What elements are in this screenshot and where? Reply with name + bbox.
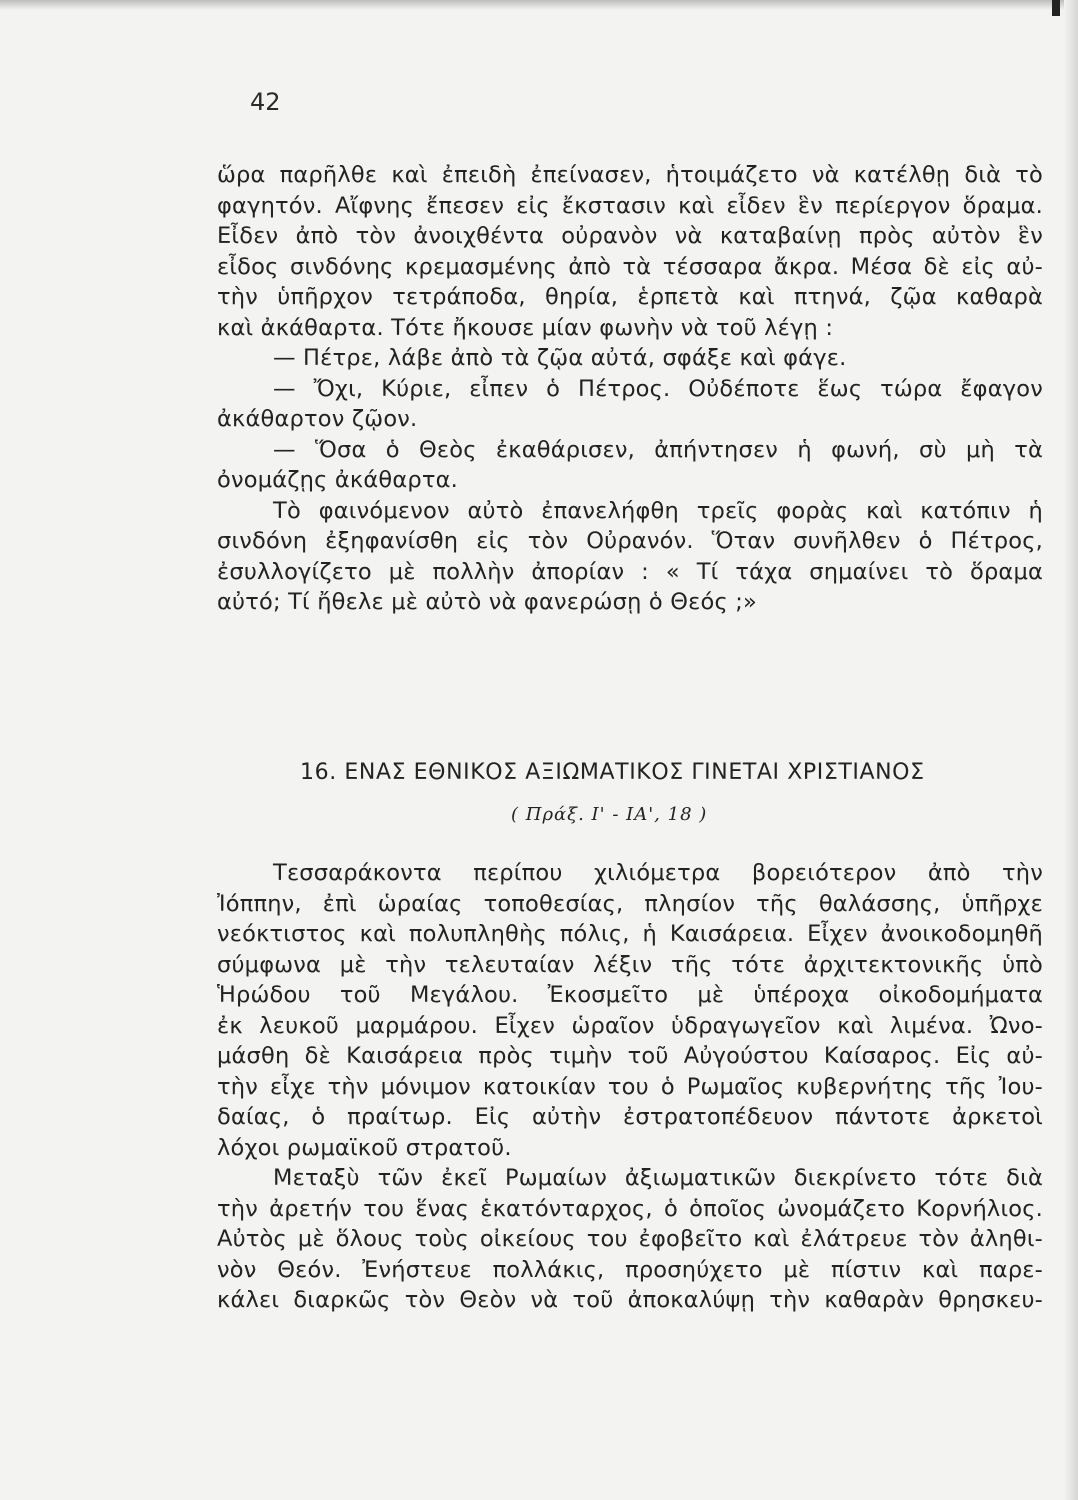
text-line: σινδόνη ἐξηφανίσθη εἰς τὸν Οὐρανόν. Ὅταν συνῆλθεν ὁ Πέτρος, (217, 528, 1043, 554)
text-line: ὀνομάζῃς ἀκάθαρτα. (217, 467, 459, 493)
text-line: φαγητόν. Αἴφνης ἔπεσεν εἰς ἔκστασιν καὶ εἶδεν ἓν περίεργον ὅραμα. (217, 192, 1043, 219)
text-line: λόχοι ρωμαϊκοῦ στρατοῦ. (217, 1134, 512, 1161)
text-line: ἐκ λευκοῦ μαρμάρου. Εἶχεν ὡραῖον ὑδραγωγεῖον καὶ λιμένα. Ὠνο- (217, 1012, 1043, 1039)
text-line: τὴν εἶχε τὴν μόνιμον κατοικίαν του ὁ Ρωμαῖος κυβερνήτης τῆς Ἰου- (217, 1073, 1043, 1100)
dialogue-line: — Πέτρε, λάβε ἀπὸ τὰ ζῷα αὐτά, σφάξε καὶ φάγε. (273, 345, 847, 371)
text-line: Ἰόππην, ἐπὶ ὡραίας τοποθεσίας, πλησίον τῆς θαλάσσης, ὑπῆρχε (217, 890, 1043, 917)
text-line: κάλει διαρκῶς τὸν Θεὸν νὰ τοῦ ἀποκαλύψῃ τὴν καθαρὰν θρησκευ- (217, 1287, 1043, 1313)
text-line: Αὐτὸς μὲ ὅλους τοὺς οἰκείους του ἐφοβεῖτο καὶ ἐλάτρευε τὸν ἀληθι- (217, 1226, 1043, 1252)
text-line: ὥρα παρῆλθε καὶ ἐπειδὴ ἐπείνασεν, ἡτοιμάζετο νὰ κατέλθῃ διὰ τὸ (217, 162, 1043, 188)
scripture-reference: ( Πράξ. Ι' - ΙΑ', 18 ) (511, 804, 708, 825)
dialogue-line: — Ὅσα ὁ Θεὸς ἐκαθάρισεν, ἀπήντησεν ἡ φωνή, σὺ μὴ τὰ (273, 436, 1043, 463)
corner-mark (1052, 0, 1060, 16)
text-line: τὴν ὑπῆρχον τετράποδα, θηρία, ἑρπετὰ καὶ πτηνά, ζῷα καθαρὰ (217, 284, 1043, 310)
text-line: καὶ ἀκάθαρτα. Τότε ἤκουσε μίαν φωνὴν νὰ τοῦ λέγῃ : (217, 314, 834, 341)
scan-edge-top (0, 0, 1078, 10)
paragraph-first-line: Τεσσαράκοντα περίπου χιλιόμετρα βορειότερον ἀπὸ τὴν (273, 860, 1043, 886)
text-block-vision (217, 160, 1043, 618)
page-number: 42 (250, 88, 281, 116)
paragraph-first-line: Μεταξὺ τῶν ἐκεῖ Ρωμαίων ἀξιωματικῶν διεκρίνετο τότε διὰ (273, 1165, 1043, 1191)
text-block-caesarea (217, 858, 1043, 1316)
text-line: Ἡρώδου τοῦ Μεγάλου. Ἐκοσμεῖτο μὲ ὑπέροχα οἰκοδομήματα (217, 982, 1043, 1008)
text-line: ἐσυλλογίζετο μὲ πολλὴν ἀπορίαν : « Τί τάχα σημαίνει τὸ ὅραμα (217, 558, 1043, 585)
text-line: ἀκάθαρτον ζῷον. (217, 406, 418, 432)
paragraph-first-line: Τὸ φαινόμενον αὐτὸ ἐπανελήφθη τρεῖς φορὰς καὶ κατόπιν ἡ (273, 497, 1043, 524)
text-line: σύμφωνα μὲ τὴν τελευταίαν λέξιν τῆς τότε ἀρχιτεκτονικῆς ὑπὸ (217, 951, 1043, 978)
text-line: Εἶδεν ἀπὸ τὸν ἀνοιχθέντα οὐρανὸν νὰ καταβαίνῃ πρὸς αὐτὸν ἓν (217, 223, 1043, 249)
text-line: μάσθη δὲ Καισάρεια πρὸς τιμὴν τοῦ Αὐγούστου Καίσαρος. Εἰς αὐ- (217, 1043, 1043, 1069)
dialogue-line: — Ὄχι, Κύριε, εἶπεν ὁ Πέτρος. Οὐδέποτε ἕως τώρα ἔφαγον (273, 375, 1043, 402)
text-line: δαίας, ὁ πραίτωρ. Εἰς αὐτὴν ἐστρατοπέδευον πάντοτε ἀρκετοὶ (217, 1104, 1043, 1130)
scan-edge-right (1064, 0, 1078, 1500)
text-line: τὴν ἀρετήν του ἕνας ἑκατόνταρχος, ὁ ὁποῖος ὠνομάζετο Κορνήλιος. (217, 1195, 1043, 1222)
text-line: νὸν Θεόν. Ἐνήστευε πολλάκις, προσηύχετο μὲ πίστιν καὶ παρε- (217, 1256, 1043, 1283)
text-line: εἶδος σινδόνης κρεμασμένης ἀπὸ τὰ τέσσαρα ἄκρα. Μέσα δὲ εἰς αὐ- (217, 253, 1043, 280)
text-line: αὐτό; Τί ἤθελε μὲ αὐτὸ νὰ φανερώσῃ ὁ Θεός ;» (217, 589, 757, 615)
chapter-heading: 16. ΕΝΑΣ ΕΘΝΙΚΟΣ ΑΞΙΩΜΑΤΙΚΟΣ ΓΙΝΕΤΑΙ ΧΡΙΣΤΙΑΝΟΣ (300, 760, 925, 785)
text-line: νεόκτιστος καὶ πολυπληθὴς πόλις, ἡ Καισάρεια. Εἶχεν ἀνοικοδομηθῆ (217, 921, 1043, 947)
